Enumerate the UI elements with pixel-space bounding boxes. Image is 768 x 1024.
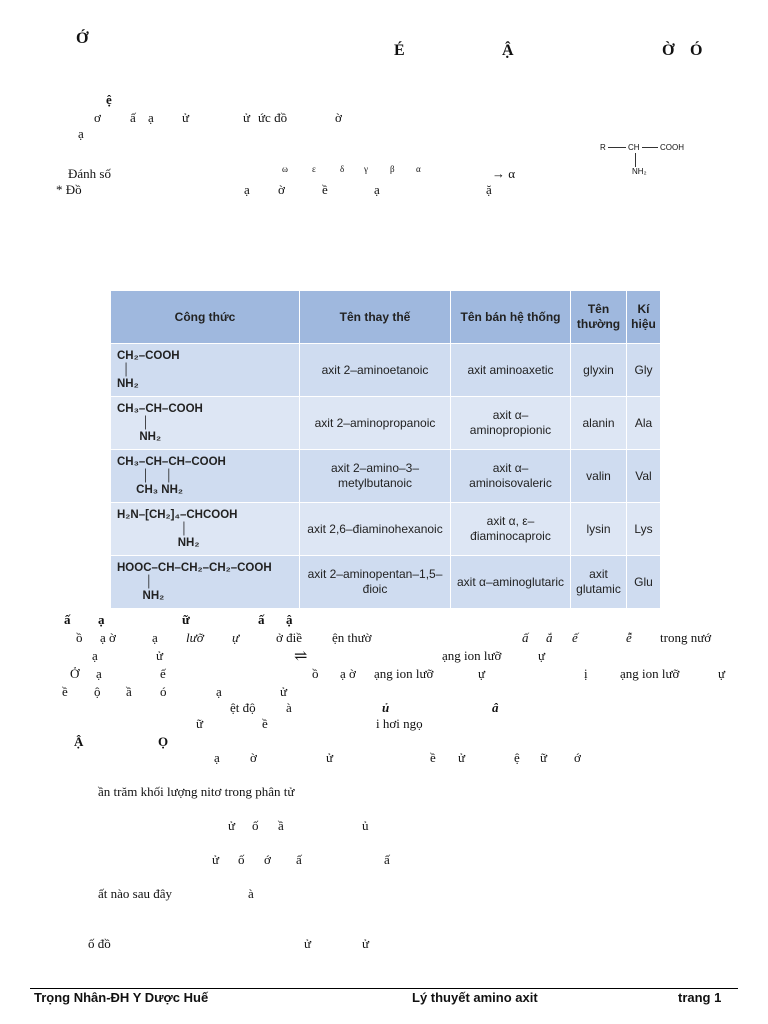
- s2-frag: ế: [572, 630, 578, 645]
- s2-frag: à: [286, 700, 292, 715]
- greek-letter: δ: [340, 164, 345, 174]
- section2-title: ấ: [64, 612, 71, 627]
- s3-frag: ề: [430, 750, 436, 765]
- note-fragment: ờ: [278, 182, 285, 197]
- header-fragment-1: É: [394, 42, 405, 59]
- s2-frag: ề: [262, 716, 268, 731]
- structure-cooh: COOH: [660, 143, 684, 152]
- formula-line: CH₂–COOH: [117, 350, 180, 362]
- s2-frag: ắ: [546, 630, 553, 645]
- common-name-cell: alanin: [571, 397, 627, 450]
- column-header: Tên thay thế: [300, 291, 451, 344]
- formula-line: NH₂: [117, 431, 162, 443]
- s2-frag: Ở: [70, 666, 80, 681]
- footer-page-number: trang 1: [678, 990, 722, 1005]
- semi-systematic-name-cell: axit aminoaxetic: [451, 344, 571, 397]
- s3-frag: ờ: [250, 750, 257, 765]
- formula-line: H₂N–[CH₂]₄–CHCOOH: [117, 509, 238, 521]
- formula-cell: [111, 556, 300, 609]
- s1-frag: ử: [182, 110, 190, 125]
- table-row: [111, 503, 661, 556]
- arrow-alpha: → α: [492, 166, 516, 181]
- table-row: [111, 397, 661, 450]
- header-left-fragment: Ớ: [76, 30, 89, 47]
- s2-frag: ữ: [196, 716, 204, 731]
- s2-frag: ầ: [126, 684, 132, 699]
- semi-systematic-name-cell: axit α–aminoglutaric: [451, 556, 571, 609]
- s1-frag: ờ: [335, 110, 342, 125]
- formula-line: NH₂: [117, 590, 165, 602]
- equilibrium-arrow: ⇌: [294, 648, 308, 665]
- s2-frag: ế: [160, 666, 166, 681]
- section2-title: ấ: [258, 612, 265, 627]
- s2-frag: ử: [156, 648, 164, 663]
- footer-author: Trọng Nhân-ĐH Y Dược Huế: [34, 990, 209, 1005]
- s2-frag: ạ: [152, 630, 158, 645]
- substitute-name-cell: axit 2–aminopropanoic: [300, 397, 451, 450]
- section3-title: Ậ: [74, 734, 84, 749]
- s2-frag: ồ: [76, 630, 83, 645]
- section3-title: Ọ: [158, 734, 169, 749]
- greek-letter: β: [390, 164, 395, 174]
- header-fragment-2: Ậ: [502, 42, 514, 59]
- question-text: ần trăm khối lượng nitơ trong phân tử: [98, 784, 295, 799]
- s3-frag: ủ: [362, 818, 369, 833]
- s3-frag: ấ: [384, 852, 390, 867]
- question-text: ố đồ: [88, 936, 111, 951]
- s2-frag: trong nướ: [660, 630, 712, 645]
- s1-frag: ử: [243, 110, 251, 125]
- header-fragment-3: Ờ: [662, 42, 675, 59]
- footer-divider: [30, 988, 738, 989]
- s2-frag: ạ ờ: [340, 666, 356, 681]
- formula-cell: [111, 450, 300, 503]
- structure-ch: CH: [628, 143, 640, 152]
- section1-title: ệ: [106, 92, 112, 107]
- formula-line: │: [123, 364, 131, 376]
- column-header: Tên thường: [571, 291, 627, 344]
- s2-frag: ạ: [92, 648, 98, 663]
- s1-frag: ấ: [130, 110, 136, 125]
- s2-frag: ự: [718, 666, 726, 681]
- bond-line: [608, 147, 626, 148]
- symbol-cell: Lys: [627, 503, 661, 556]
- formula-cell: [111, 397, 300, 450]
- note-fragment: ạ: [374, 182, 380, 197]
- footer-document-title: Lý thuyết amino axit: [412, 990, 538, 1005]
- s3-frag: ử: [304, 936, 312, 951]
- s3-frag: ữ: [540, 750, 548, 765]
- common-name-cell: glyxin: [571, 344, 627, 397]
- greek-letter: γ: [364, 164, 368, 174]
- formula-line: │: [117, 523, 189, 535]
- section2-title: ạ: [98, 612, 105, 627]
- s1-frag: ạ: [78, 126, 84, 141]
- formula-line: CH₃ NH₂: [117, 484, 184, 496]
- s2-frag: ạ: [96, 666, 102, 681]
- column-header: Kí hiệu: [627, 291, 661, 344]
- substitute-name-cell: axit 2–aminoetanoic: [300, 344, 451, 397]
- s3-frag: ử: [458, 750, 466, 765]
- s3-frag: ấ: [296, 852, 302, 867]
- formula-line: │: [117, 417, 150, 429]
- symbol-cell: Ala: [627, 397, 661, 450]
- s3-frag: ớ: [574, 750, 581, 765]
- s2-frag: ủ: [382, 700, 390, 715]
- substitute-name-cell: axit 2–amino–3–metylbutanoic: [300, 450, 451, 503]
- formula-line: CH₃–CH–CH–COOH: [117, 456, 226, 468]
- table-header-row: [111, 291, 661, 344]
- note-fragment: ề: [322, 182, 328, 197]
- s1-frag: ạ: [148, 110, 154, 125]
- s3-frag: ử: [212, 852, 220, 867]
- numbering-label: Đánh số: [68, 166, 111, 181]
- s3-frag: ầ: [278, 818, 284, 833]
- s2-frag: ạ ờ: [100, 630, 116, 645]
- s2-frag: lưỡ: [186, 630, 204, 645]
- s2-frag: ạng ion lưỡ: [374, 666, 434, 681]
- s3-frag: ử: [362, 936, 370, 951]
- s1-frag: ơ: [94, 110, 101, 125]
- s2-frag: ự: [478, 666, 486, 681]
- bond-line: [635, 153, 636, 167]
- s2-frag: ấ: [522, 630, 529, 645]
- greek-letter: ω: [282, 164, 288, 174]
- table-row: [111, 344, 661, 397]
- formula-line: │ │: [117, 470, 173, 482]
- s3-frag: ớ: [264, 852, 271, 867]
- formula-line: NH₂: [117, 378, 139, 390]
- substitute-name-cell: axit 2–aminopentan–1,5–đioic: [300, 556, 451, 609]
- column-header: Công thức: [111, 291, 300, 344]
- s2-frag: ạng ion lưỡ: [620, 666, 680, 681]
- substitute-name-cell: axit 2,6–điaminohexanoic: [300, 503, 451, 556]
- s1-frag: ức đồ: [258, 110, 288, 125]
- s2-frag: ự: [232, 630, 240, 645]
- common-name-cell: axit glutamic: [571, 556, 627, 609]
- formula-line: CH₃–CH–COOH: [117, 403, 203, 415]
- s2-frag: â: [492, 700, 499, 715]
- structure-nh2: NH₂: [632, 167, 647, 176]
- s3-frag: ử: [326, 750, 334, 765]
- symbol-cell: Gly: [627, 344, 661, 397]
- section2-title: ữ: [182, 612, 190, 627]
- semi-systematic-name-cell: axit α–aminopropionic: [451, 397, 571, 450]
- greek-letter: ε: [312, 164, 316, 174]
- formula-line: NH₂: [117, 537, 200, 549]
- greek-letter: α: [416, 164, 421, 174]
- amino-acid-structure-diagram: [598, 140, 708, 180]
- s3-frag: à: [248, 886, 254, 901]
- s2-frag: ộ: [94, 684, 101, 699]
- symbol-cell: Glu: [627, 556, 661, 609]
- s2-frag: ạng ion lưỡ: [442, 648, 502, 663]
- common-name-cell: lysin: [571, 503, 627, 556]
- formula-line: │: [117, 576, 153, 588]
- structure-r: R: [600, 143, 606, 152]
- s2-frag: ạ: [216, 684, 222, 699]
- semi-systematic-name-cell: axit α–aminoisovaleric: [451, 450, 571, 503]
- s2-frag: i hơi ngọ: [376, 716, 423, 731]
- s3-frag: ố: [238, 852, 245, 867]
- note-fragment: ạ: [244, 182, 250, 197]
- symbol-cell: Val: [627, 450, 661, 503]
- formula-line: HOOC–CH–CH₂–CH₂–COOH: [117, 562, 272, 574]
- section2-title: ậ: [286, 612, 293, 627]
- question-text: ất nào sau đây: [98, 886, 173, 901]
- semi-systematic-name-cell: axit α, ε–điaminocaproic: [451, 503, 571, 556]
- s2-frag: ện thườ: [332, 630, 372, 645]
- note-fragment: ặ: [486, 182, 492, 197]
- s2-frag: ó: [160, 684, 167, 699]
- table-row: [111, 450, 661, 503]
- s2-frag: ề: [62, 684, 68, 699]
- header-fragment-4: Ó: [690, 42, 703, 59]
- s3-frag: ố: [252, 818, 259, 833]
- s2-frag: ồ: [312, 666, 319, 681]
- s2-frag: ử: [280, 684, 288, 699]
- s2-frag: ễ: [626, 630, 632, 645]
- s2-frag: ệt độ: [230, 700, 256, 715]
- s2-frag: ị: [584, 666, 588, 681]
- s3-frag: ử: [228, 818, 236, 833]
- s2-frag: ự: [538, 648, 546, 663]
- formula-cell: [111, 344, 300, 397]
- amino-acid-table: [110, 290, 660, 608]
- formula-cell: [111, 503, 300, 556]
- bond-line: [642, 147, 658, 148]
- table-row: [111, 556, 661, 609]
- s2-frag: ở điề: [276, 630, 303, 645]
- s3-frag: ệ: [514, 750, 520, 765]
- common-name-cell: valin: [571, 450, 627, 503]
- note-fragment: * Đồ: [56, 182, 82, 197]
- column-header: Tên bán hệ thống: [451, 291, 571, 344]
- s3-frag: ạ: [214, 750, 220, 765]
